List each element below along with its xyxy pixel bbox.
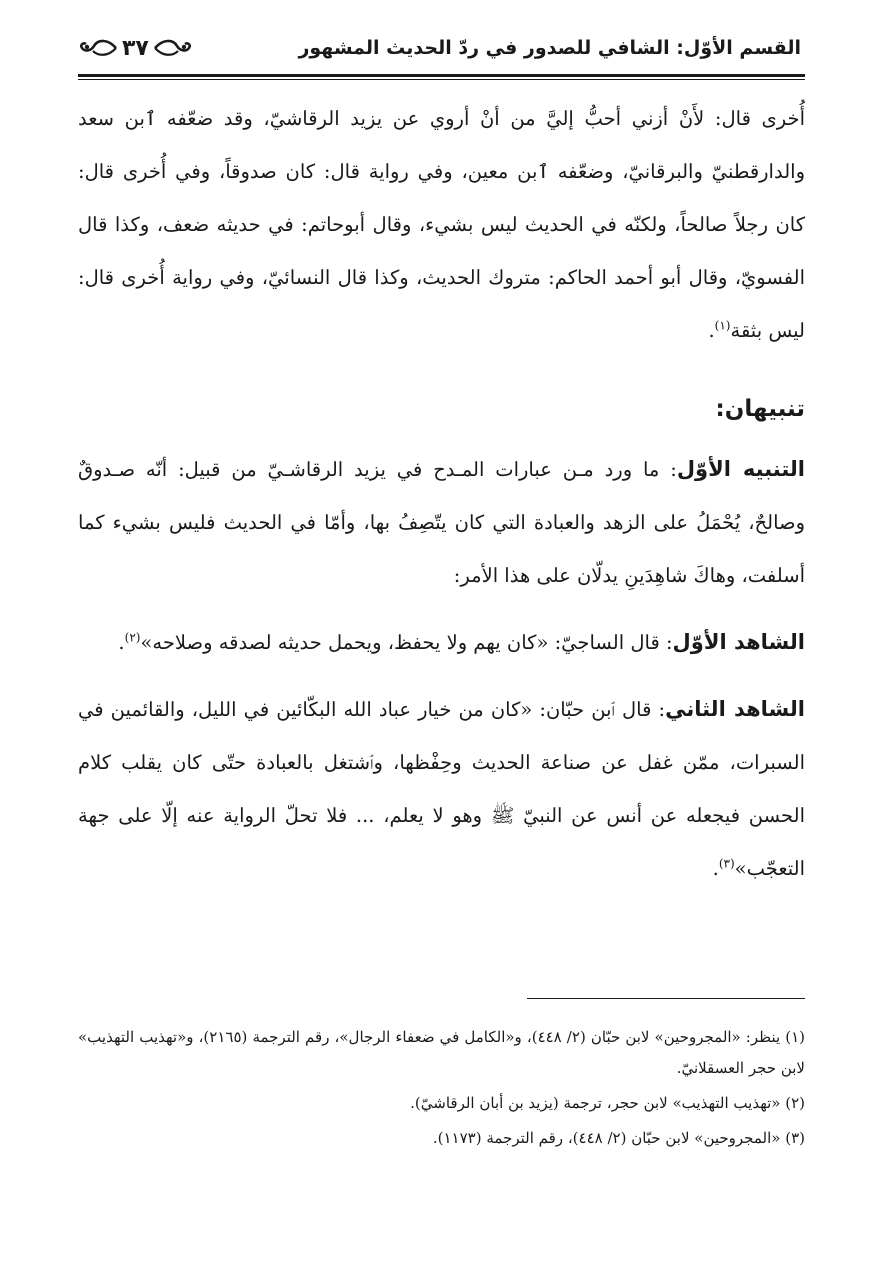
paragraph-1-end: . — [708, 319, 715, 342]
running-header-title: القسم الأوّل: الشافي للصدور في ردّ الحديث المشهور — [298, 37, 801, 59]
ornament-right-icon — [153, 37, 193, 59]
paragraph-3-lead: الشاهد الأوّل — [672, 630, 805, 654]
footnotes — [78, 1022, 805, 1158]
paragraph-2 — [78, 443, 805, 602]
paragraph-3-text: : قال الساجيّ: «كان يهم ولا يحفظ، ويحمل حديثه لصدقه وصلاحه» — [140, 631, 673, 654]
paragraph-2-lead: التنبيه الأوّل — [676, 457, 806, 481]
footnote-3: (٣) «المجروحين» لابن حبّان (٢/ ٤٤٨)، رقم الترجمة (١١٧٣). — [432, 1129, 805, 1147]
paragraph-2-text: : ما ورد مـن عبارات المـدح في يزيد الرقاشـيّ من قبيل: أنّه صـدوقٌ وصالحٌ، يُحْمَلُ على الزهد والعبادة التي كان يتّصِفُ بها، وأمّا في الحديث فليس بشيء كما أسلفت، وهاكَ شاهِدَينِ يدلّان على هذا الأمر: — [78, 458, 805, 587]
footnote-separator — [527, 998, 805, 999]
paragraph-4-lead: الشاهد الثاني — [665, 697, 805, 721]
paragraph-3 — [78, 616, 805, 669]
paragraph-1-text: أُخرى قال: لأَنْ أزني أحبُّ إليَّ من أنْ أروي عن يزيد الرقاشيّ، وقد ضعّفه ٱبن سعد والدارقطنيّ والبرقانيّ، وضعّفه ٱبن معين، وفي رواية قال: كان صدوقاً، وفي أُخرى قال: كان رجلاً صالحاً، ولكنّه في الحديث ليس بشيء، وقال أبوحاتم: في حديثه ضعف، وكذا قال الفسويّ، وقال أبو أحمد الحاكم: متروك الحديث، وكذا قال النسائيّ، وفي رواية أُخرى قال: ليس بثقة — [78, 107, 805, 342]
paragraph-4-text: : قال ٱبن حبّان: «كان من خيار عباد الله البكّائين في الليل، والقائمين في السبرات، ممّن غفل عن صناعة الحديث وحِفْظها، وٱشتغل بالعبادة حتّى كان يقلب كلام الحسن فيجعله عن أنس عن النبيّ ﷺ وهو لا يعلم، ... فلا تحلّ الرواية عنه إلّا على جهة التعجّب» — [78, 698, 805, 880]
footnote-ref-2[interactable]: (٢) — [124, 630, 141, 645]
page-number: ٣٧ — [122, 35, 149, 61]
paragraph-3-end: . — [118, 631, 125, 654]
header-rule-thin — [78, 79, 805, 80]
section-heading: تنبيهان: — [715, 396, 805, 422]
footnote-2: (٢) «تهذيب التهذيب» لابن حجر، ترجمة (يزيد بن أبان الرقاشيّ). — [410, 1094, 805, 1112]
running-header — [78, 22, 805, 74]
footnote-ref-3[interactable]: (٣) — [718, 856, 735, 871]
header-rule-thick — [78, 74, 805, 77]
main-text — [78, 92, 805, 895]
footnote-ref-1[interactable]: (١) — [714, 318, 731, 333]
paragraph-4 — [78, 683, 805, 895]
page-number-block — [78, 36, 193, 61]
paragraph-4-end: . — [712, 857, 719, 880]
ornament-left-icon — [78, 37, 118, 59]
paragraph-1 — [78, 92, 805, 357]
footnote-1: (١) ينظر: «المجروحين» لابن حبّان (٢/ ٤٤٨)، و«الكامل في ضعفاء الرجال»، رقم الترجمة (٢١٦٥)، و«تهذيب التهذيب» لابن حجر العسقلانيّ. — [78, 1028, 805, 1077]
